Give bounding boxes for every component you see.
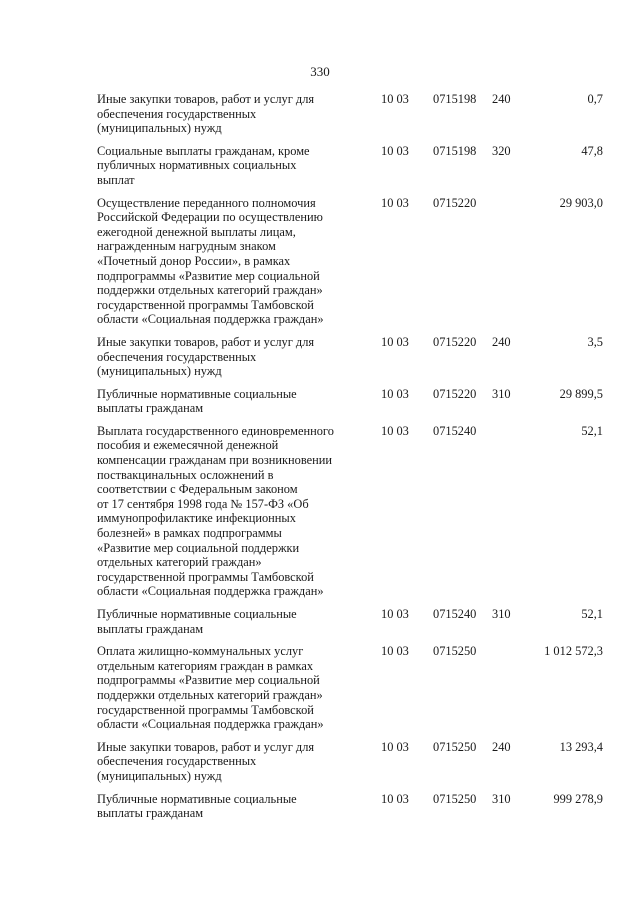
row-sum: 52,1 — [581, 423, 603, 438]
row-csr: 0715240 — [433, 423, 477, 438]
row-razdel: 10 03 — [381, 791, 409, 806]
row-sum: 29 899,5 — [559, 386, 603, 401]
row-razdel: 10 03 — [381, 423, 409, 438]
row-vr: 240 — [492, 334, 511, 349]
row-csr: 0715250 — [433, 739, 477, 754]
row-description: Публичные нормативные социальные выплаты гражданам — [97, 791, 297, 821]
row-description: Социальные выплаты гражданам, кроме публичных нормативных социальных выплат — [97, 143, 310, 187]
row-csr: 0715198 — [433, 92, 477, 106]
table-row — [0, 196, 640, 327]
row-description: Осуществление переданного полномочия Российской Федерации по осуществлению ежегодной денежной выплаты лицам, награжденным нагрудным знаком «Почетный донор России», в рамках подпрограммы «Развитие мер социальной поддержки отдельных категорий граждан» государственной программы Тамбовской области «Социальная поддержка граждан» — [97, 195, 324, 327]
row-description: Оплата жилищно-коммунальных услуг отдельным категориям граждан в рамках подпрограммы «Развитие мер социальной поддержки отдельных категорий граждан» государственной программы Тамбовской области «Социальная поддержка граждан» — [97, 644, 324, 732]
row-vr: 240 — [492, 92, 511, 106]
page-number: 330 — [310, 64, 330, 79]
row-description: Иные закупки товаров, работ и услуг для обеспечения государственных (муниципальных) нужд — [97, 739, 315, 783]
row-razdel: 10 03 — [381, 386, 409, 401]
row-sum: 1 012 572,3 — [544, 644, 603, 659]
table-row — [0, 144, 640, 188]
row-csr: 0715220 — [433, 386, 477, 401]
row-description: Публичные нормативные социальные выплаты гражданам — [97, 386, 297, 416]
table-row — [0, 424, 640, 599]
row-sum: 29 903,0 — [559, 195, 603, 210]
table-row — [0, 92, 640, 136]
table-row — [0, 607, 640, 636]
row-razdel: 10 03 — [381, 195, 409, 210]
row-sum: 0,7 — [587, 92, 603, 106]
row-razdel: 10 03 — [381, 739, 409, 754]
row-csr: 0715250 — [433, 644, 477, 659]
table-row — [0, 335, 640, 379]
row-razdel: 10 03 — [381, 334, 409, 349]
row-csr: 0715250 — [433, 791, 477, 806]
row-sum: 13 293,4 — [559, 739, 603, 754]
row-vr: 320 — [492, 143, 511, 158]
row-vr: 310 — [492, 607, 511, 621]
row-csr: 0715240 — [433, 607, 477, 621]
row-razdel: 10 03 — [381, 644, 409, 659]
row-vr: 240 — [492, 739, 511, 754]
table-row — [0, 644, 640, 732]
row-sum: 999 278,9 — [553, 791, 603, 806]
table-row — [0, 792, 640, 821]
row-description: Выплата государственного единовременного пособия и ежемесячной денежной компенсации гражданам при возникновении поствакцинальных осложнений в соответствии с Федеральным законом от 17 сентября 1998 года № 157-ФЗ «Об иммунопрофилактике инфекционных болезней» в рамках подпрограммы «Развитие мер социальной поддержки отдельных категорий граждан» государственной программы Тамбовской области «Социальная поддержка граждан» — [97, 423, 334, 599]
row-sum: 52,1 — [581, 607, 603, 621]
table-row — [0, 387, 640, 416]
row-razdel: 10 03 — [381, 607, 409, 621]
table-row — [0, 740, 640, 784]
row-razdel: 10 03 — [381, 92, 409, 106]
row-sum: 3,5 — [587, 334, 603, 349]
row-csr: 0715220 — [433, 195, 477, 210]
row-csr: 0715198 — [433, 143, 477, 158]
row-vr: 310 — [492, 791, 511, 806]
row-description: Иные закупки товаров, работ и услуг для обеспечения государственных (муниципальных) нужд — [97, 334, 315, 379]
row-vr: 310 — [492, 386, 511, 401]
budget-table — [0, 92, 640, 829]
row-csr: 0715220 — [433, 334, 477, 349]
row-description: Публичные нормативные социальные выплаты гражданам — [97, 607, 297, 636]
row-description: Иные закупки товаров, работ и услуг для обеспечения государственных (муниципальных) нужд — [97, 92, 315, 136]
row-razdel: 10 03 — [381, 143, 409, 158]
row-sum: 47,8 — [581, 143, 603, 158]
